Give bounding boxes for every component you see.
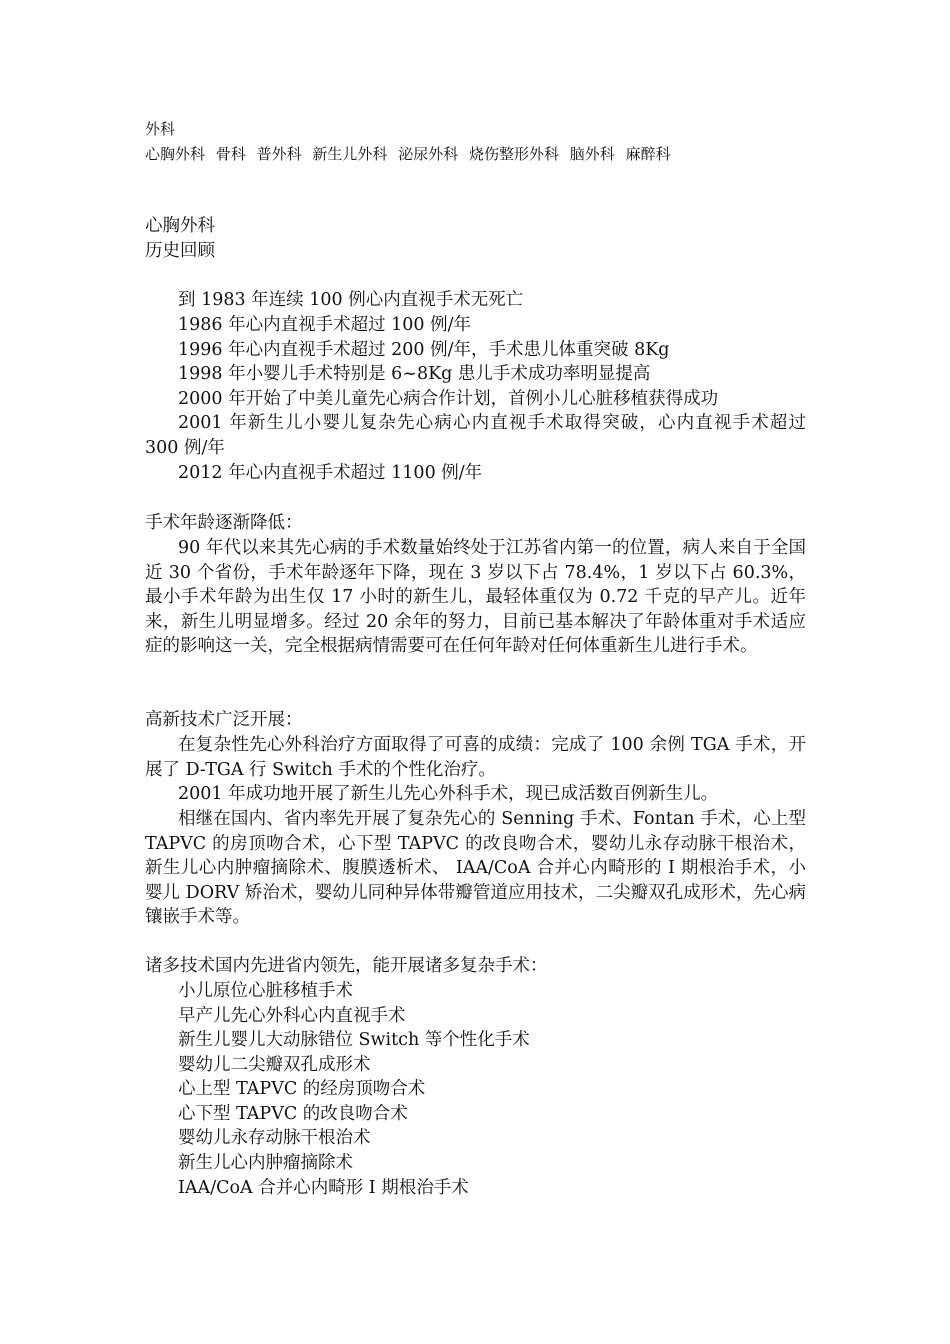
tech-paragraph: 2001 年成功地开展了新生儿先心外科手术，现已成活数百例新生儿。 <box>178 784 719 804</box>
history-heading: 历史回顾 <box>145 241 215 261</box>
department-link-neurosurgery[interactable]: 脑外科 <box>569 145 615 163</box>
page-title: 外科 <box>145 120 176 138</box>
age-heading: 手术年龄逐渐降低： <box>145 513 303 533</box>
department-link-urology[interactable]: 泌尿外科 <box>398 145 459 163</box>
history-item: 2012 年心内直视手术超过 1100 例/年 <box>178 463 483 483</box>
history-item: 1998 年小婴儿手术特别是 6~8Kg 患儿手术成功率明显提高 <box>178 364 651 384</box>
department-link-anesthesiology[interactable]: 麻醉科 <box>625 145 671 163</box>
advanced-item: IAA/CoA 合并心内畸形 I 期根治手术 <box>178 1178 469 1198</box>
advanced-item: 新生儿心内肿瘤摘除术 <box>178 1153 353 1173</box>
age-paragraph: 90 年代以来其先心病的手术数量始终处于江苏省内第一的位置，病人来自于全国近 30 个省份，手术年龄逐年下降，现在 3 岁以下占 78.4%，1 岁以下占 60.3%，最小手术年龄为出生仅 17 小时的新生儿，最轻体重仅为 0.72 千克的早产儿。近年来，新生儿明显增多。经过 20 余年的努力，目前已基本解决了年龄体重对手术适应症的影响这一关，完全根据病情需要可在任何年龄对任何体重新生儿进行手术。 <box>145 538 806 656</box>
tech-paragraph: 在复杂性先心外科治疗方面取得了可喜的成绩：完成了 100 余例 TGA 手术，开展了 D-TGA 行 Switch 手术的个性化治疗。 <box>145 735 806 780</box>
history-item: 2001 年新生儿小婴儿复杂先心病心内直视手术取得突破，心内直视手术超过 300 例/年 <box>145 413 806 458</box>
advanced-item: 新生儿婴儿大动脉错位 Switch 等个性化手术 <box>178 1030 530 1050</box>
advanced-item: 婴幼儿二尖瓣双孔成形术 <box>178 1055 371 1075</box>
history-item: 2000 年开始了中美儿童先心病合作计划，首例小儿心脏移植获得成功 <box>178 389 719 409</box>
advanced-item: 心下型 TAPVC 的改良吻合术 <box>178 1104 408 1124</box>
department-nav <box>145 142 677 166</box>
department-link-cardiothoracic[interactable]: 心胸外科 <box>145 145 206 163</box>
advanced-item: 早产儿先心外科心内直视手术 <box>178 1006 406 1026</box>
department-link-burn-plastic[interactable]: 烧伤整形外科 <box>468 145 559 163</box>
tech-heading: 高新技术广泛开展： <box>145 710 303 730</box>
advanced-item: 婴幼儿永存动脉干根治术 <box>178 1128 371 1148</box>
section-title: 心胸外科 <box>145 216 215 236</box>
department-link-neonatal-surgery[interactable]: 新生儿外科 <box>312 145 388 163</box>
department-link-general-surgery[interactable]: 普外科 <box>256 145 302 163</box>
advanced-item: 心上型 TAPVC 的经房顶吻合术 <box>178 1079 426 1099</box>
department-link-orthopedics[interactable]: 骨科 <box>215 145 246 163</box>
history-item: 1986 年心内直视手术超过 100 例/年 <box>178 315 472 335</box>
advanced-heading: 诸多技术国内先进省内领先，能开展诸多复杂手术： <box>145 956 548 976</box>
advanced-item: 小儿原位心脏移植手术 <box>178 981 353 1001</box>
history-item: 到 1983 年连续 100 例心内直视手术无死亡 <box>178 290 524 310</box>
history-item: 1996 年心内直视手术超过 200 例/年，手术患儿体重突破 8Kg <box>178 340 670 360</box>
tech-paragraph: 相继在国内、省内率先开展了复杂先心的 Senning 手术、Fontan 手术，心上型 TAPVC 的房顶吻合术，心下型 TAPVC 的改良吻合术，婴幼儿永存动脉干根治术，新生儿心内肿瘤摘除术、腹膜透析术、 IAA/CoA 合并心内畸形的 I 期根治手术，小婴儿 DORV 矫治术，婴幼儿同种异体带瓣管道应用技术，二尖瓣双孔成形术，先心病镶嵌手术等。 <box>145 809 806 927</box>
